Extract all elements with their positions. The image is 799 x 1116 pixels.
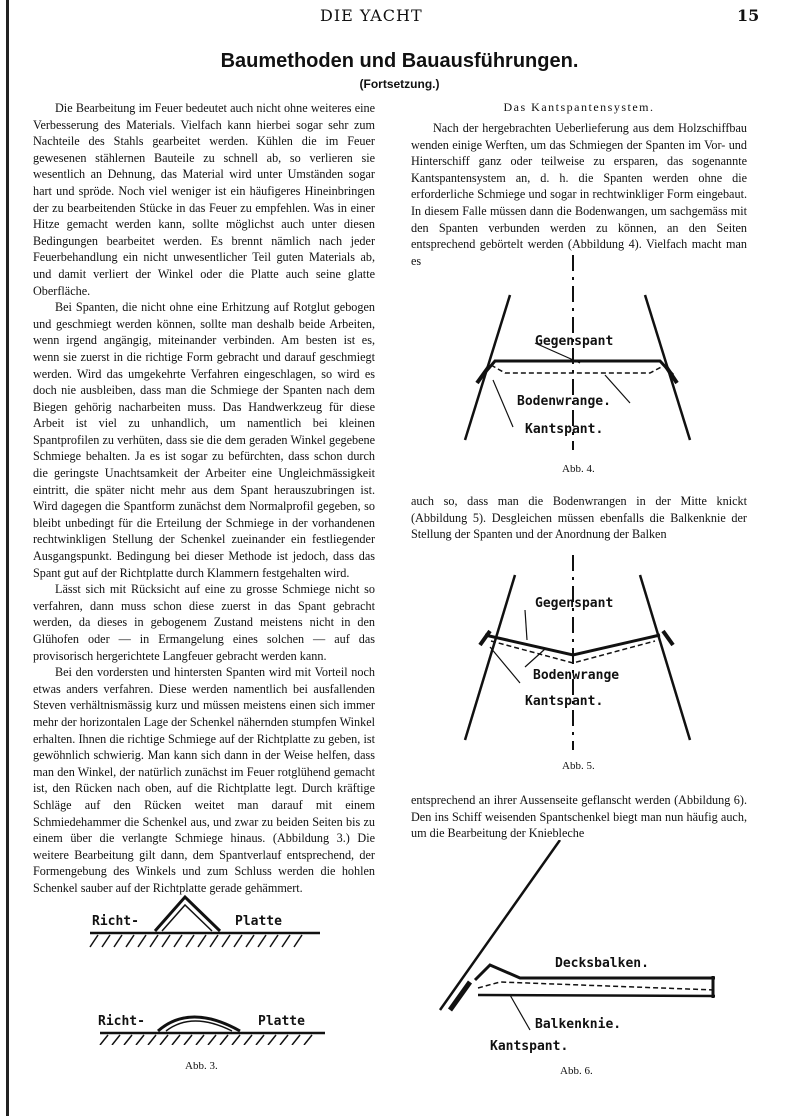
article-title: Baumethoden und Bauausführungen. [220,50,579,72]
abb6-label-kantspant: Kantspant. [490,1039,569,1054]
paragraph: Lässt sich mit Rücksicht auf eine zu grosse Schmiege nicht so verfahren, dann muss schon diese zuerst in das Spant gebracht werden, da dieses in gebogenem Zustand meistens nicht in den Glühofen oder — in Ermangelung eines solchen — auf das provisorisch hergerichtete Langfeuer gebracht werden kann. [33,582,375,663]
right-column-text-c [411,792,747,842]
figure-abb3 [80,885,330,1045]
abb3-label-richt: Richt- [92,914,139,929]
left-column [33,100,375,897]
figure-abb6 [430,840,730,1070]
abb5-caption: Abb. 5. [562,760,595,772]
section-heading: Das Kantspantensystem. [503,100,655,114]
binding-edge-line [6,0,9,1116]
page-number: 15 [737,6,760,25]
abb6-label-balkenknie: Balkenknie. [535,1017,622,1032]
paragraph: Bei den vordersten und hintersten Spanten wird mit Vorteil noch etwas anders verfahren. Diese werden namentlich bei ausfallenden Steven verhältnismässig kurz und müssen meistens einen sich immer mehr der horizontalen Lage der Schenkel nähernden stumpfen Winkel erhalten. Ihnen die richtige Schmiege auf der Richtplatte zu geben, ist gewöhnlich schwierig. Man kann sich dann in der Weise helfen, dass man den Winkel, der natürlich zunächst im Feuer rotglühend gemacht ist, den Rücken nach oben, auf die Richtplatte legt. Durch kräftige Schläge auf den Rücken weitet man darauf mit einem Schmiedehammer die Schenkel aus, und zwar zu beiden Seiten bis zu einem über die verlangte Schmiege hinaus. (Abbildung 3.) Die weitere Bearbeitung gilt dann, dem Spantverlauf entsprechend, der Formengebung des Winkels und zum Schluss werden die hohlen Schenkel sauber auf der Richtplatte gerade gehämmert. [33,665,375,895]
abb4-label-gegenspant: Gegenspant [535,334,614,349]
abb6-label-decksbalken: Decksbalken. [555,956,649,971]
running-title: DIE YACHT [320,6,423,25]
abb5-label-kantspant: Kantspant. [525,694,604,709]
abb5-label-bodenwrange: Bodenwrange [533,668,620,683]
right-column-text-a [411,120,747,269]
abb4-label-kantspant: Kantspant. [525,422,604,437]
abb6-caption: Abb. 6. [560,1065,593,1077]
article-subtitle: (Fortsetzung.) [359,77,440,91]
paragraph: Bei Spanten, die nicht ohne eine Erhitzung auf Rotglut gebogen und geschmiegt werden können, sollte man deshalb beide Arbeiten, wenn irgend angängig, miteinander verbinden. Am besten ist es, wenn sie zuerst in die richtige Form gebracht und darauf geschmiegt werden. Wird das umgekehrte Verfahren eingeschlagen, so wird es doch nie ausbleiben, dass man die Schmiege der Spanten nach dem Biegen gehörig nacharbeiten muss. Das Handwerkzeug für diese Arbeit ist viel zu unhandlich, um namentlich bei kleinen Spantprofilen zu verhüten, dass sie die dem geraden Winkel gegebene Schmiege behalten. Ja es ist sogar zu befürchten, dass schon durch die geringste Unachtsamkeit der Arbeiter eine Ungleichmässigkeit eintritt, die später nicht mehr aus dem Spant herauszubringen ist. Wird dagegen die Spantform zunächst dem Normalprofil gegeben, so bleibt unbedingt für die Erteilung der Schmiege in der vorhandenen rechtwinkligen Stellung der Schenkel zueinander ein festliegender Ausgangspunkt. Bedingung bei dieser Methode ist jedoch, dass das Spant gut auf der Richtplatte durch Klammern festgehalten wird. [33,300,375,580]
abb4-caption: Abb. 4. [562,463,595,475]
abb4-label-bodenwrange: Bodenwrange. [517,394,611,409]
figure-abb5 [455,555,705,755]
paragraph: Nach der hergebrachten Ueberlieferung aus dem Holzschiffbau wenden einige Werften, um das Schmiegen der Spanten im Vor- und Hinterschiff ganz oder teilweise zu ersparen, das sogenannte Kantspantensystem an, d. h. die Spanten werden ohne die erforderliche Schmiege und sogar in rechtwinkliger Form eingebaut. In diesem Falle müssen dann die Bodenwangen, um sachgemäss mit den Spanten verbunden werden zu können, an den Seiten entsprechend gebörtelt werden (Abbildung 4). Vielfach macht man es [411,121,747,268]
right-column-text-b [411,493,747,543]
figure-abb4 [455,255,705,455]
abb3-label-richt-lower: Richt- [98,1014,145,1029]
abb3-caption: Abb. 3. [185,1060,218,1072]
abb3-label-platte-lower: Platte [258,1014,305,1029]
abb5-label-gegenspant: Gegenspant [535,596,614,611]
paragraph: auch so, dass man die Bodenwrangen in der Mitte knickt (Abbildung 5). Desgleichen müssen ebenfalls die Balkenknie der Stellung der Spanten und der Anordnung der Balken [411,494,747,542]
abb3-label-platte: Platte [235,914,282,929]
paragraph: Die Bearbeitung im Feuer bedeutet auch nicht ohne weiteres eine Verbesserung des Materials. Vielfach kann hierbei sogar sehr zum Nachteile des Stahls gearbeitet werden. Kühlen die im Feuer gewesenen stählernen Bauteile zu schnell ab, so verlieren sie wesentlich an Dehnung, das Material wird unter Umständen sogar hart und spröde. Noch viel weniger ist ein häufigeres Hineinbringen der zu bearbeitenden Stücke in das Feuer zu empfehlen. Was in einer Hitze gemacht werden kann, sollte möglichst auch unter diesen Bedingungen bearbeitet werden. Es brennt nämlich nach jeder Feuerbehandlung ein nicht unwesentlicher Teil guten Materials ab, und damit verliert der Winkel oder die Platte auch seine glatte Oberfläche. [33,101,375,298]
paragraph: entsprechend an ihrer Aussenseite geflanscht werden (Abbildung 6). Den ins Schiff weisenden Spantschenkel biegt man nun häufig auch, um die Bearbeitung der Kniebleche [411,793,747,841]
